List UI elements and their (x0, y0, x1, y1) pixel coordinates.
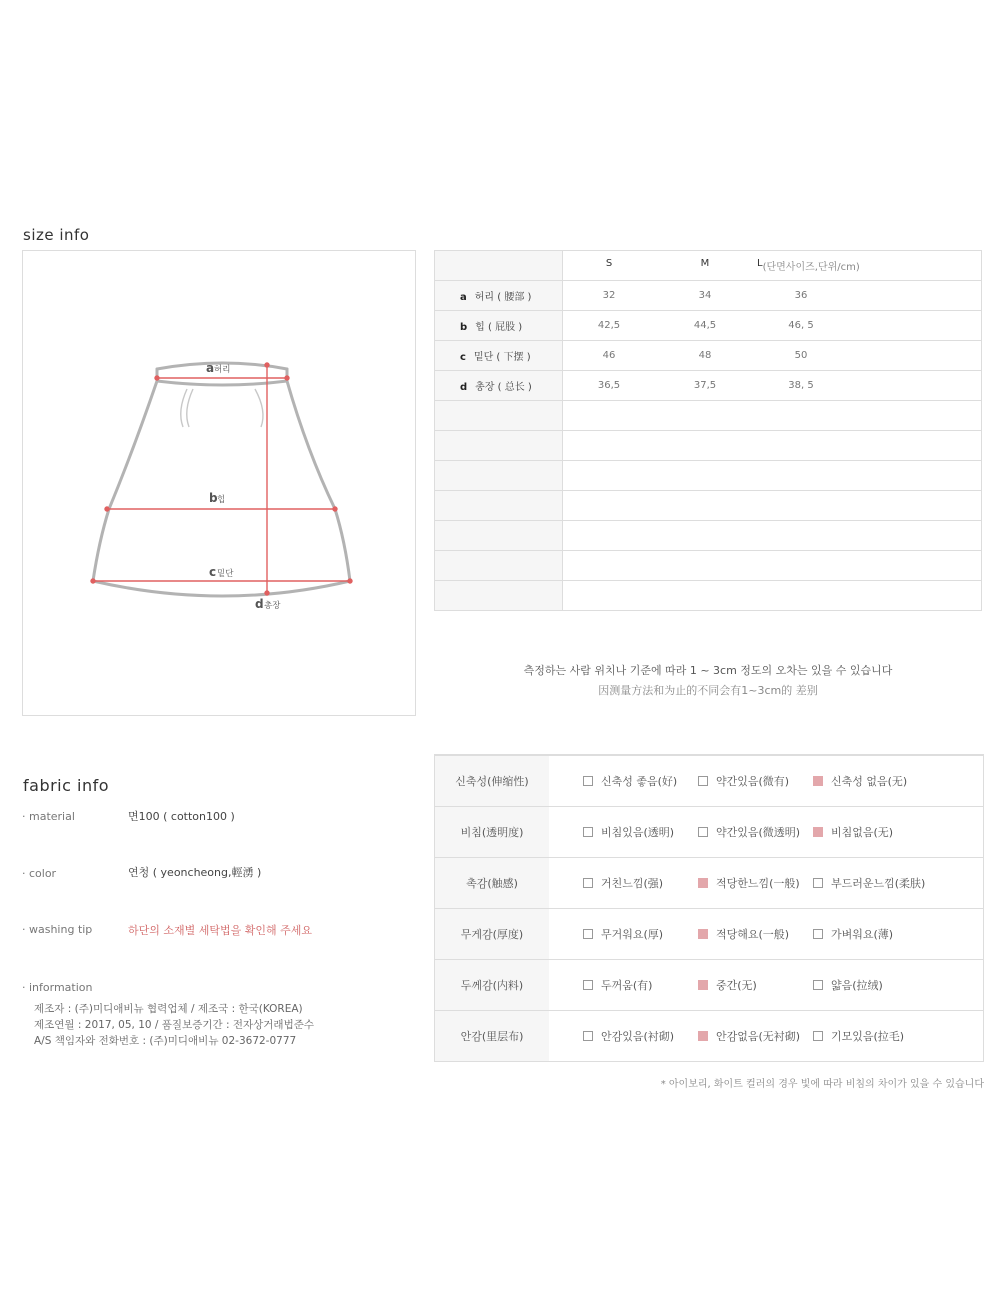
fabric-option-label: 신축성 없음(无) (831, 775, 908, 788)
fabric-option-label: 약간있음(微透明) (716, 826, 801, 839)
fabric-property-name: 신축성(伸缩性) (435, 755, 550, 807)
size-info-title: size info (23, 226, 90, 244)
label-d-text: 총장 (264, 601, 281, 611)
table-row-empty (435, 521, 982, 551)
fabric-option-label: 얇음(拉绒) (831, 979, 883, 992)
unchecked-box-icon (813, 929, 823, 939)
fabric-option (583, 1028, 698, 1044)
checked-box-icon (698, 980, 708, 990)
row-label: 허리 ( 腰部 ) (474, 292, 532, 303)
fabric-option (583, 926, 698, 942)
fabric-option (583, 977, 698, 993)
unchecked-box-icon (583, 827, 593, 837)
fabric-option (583, 875, 698, 891)
fabric-row (435, 755, 984, 807)
fabric-property-name: 안감(里层布) (435, 1011, 550, 1062)
table-row-empty (435, 461, 982, 491)
unchecked-box-icon (583, 776, 593, 786)
table-row-empty (435, 491, 982, 521)
fabric-option (698, 977, 813, 993)
fabric-option (698, 926, 813, 942)
unchecked-box-icon (583, 980, 593, 990)
information-line: 제조자 : (주)미디애비뉴 협력업체 / 제조국 : 한국(KOREA) (34, 1003, 303, 1015)
unchecked-box-icon (698, 827, 708, 837)
table-row: d 총장 ( 总长 ) 36,5 37,5 38, 5 (435, 371, 982, 401)
label-d-letter: d (255, 597, 264, 611)
fabric-option-label: 기모있음(拉毛) (831, 1030, 905, 1043)
fabric-option (698, 1028, 813, 1044)
fabric-option (698, 875, 813, 891)
label-c-text: 밑단 (217, 569, 234, 579)
fabric-property-name: 두께감(内料) (435, 960, 550, 1011)
fabric-row (435, 807, 984, 858)
label-b-letter: b (209, 491, 218, 505)
table-row-empty (435, 401, 982, 431)
fabric-option (698, 824, 813, 840)
label-a-text: 허리 (214, 365, 231, 375)
unchecked-box-icon (583, 878, 593, 888)
checked-box-icon (698, 878, 708, 888)
fabric-option-label: 무거워요(厚) (601, 928, 664, 941)
size-header-m: M (700, 258, 710, 269)
fabric-info-title: fabric info (23, 776, 110, 795)
fabric-option (813, 773, 907, 789)
information-line: 제조연월 : 2017, 05, 10 / 품질보증기간 : 전자상거래법준수 (34, 1019, 315, 1031)
fabric-option-label: 두꺼움(有) (601, 979, 653, 992)
fabric-option-label: 비침있음(透明) (601, 826, 675, 839)
row-label: 힙 ( 屁股 ) (475, 322, 523, 333)
fabric-property-name: 비침(透明度) (435, 807, 550, 858)
fabric-property-table (434, 754, 984, 1062)
fabric-option-label: 안감있음(衬砌) (601, 1030, 675, 1043)
size-table (434, 250, 982, 611)
table-row-empty (435, 431, 982, 461)
unchecked-box-icon (698, 776, 708, 786)
washing-tip-value: 하단의 소재별 세탁법을 확인해 주세요 (128, 924, 313, 937)
unit-note: (단면사이즈,단위/cm) (762, 262, 860, 273)
table-row: a 허리 ( 腰部 ) 32 34 36 (435, 281, 982, 311)
label-a-letter: a (206, 361, 215, 375)
size-header-l: L (757, 258, 763, 269)
fabric-option (813, 977, 883, 993)
label-c-letter: c (209, 565, 217, 579)
checked-box-icon (813, 776, 823, 786)
fabric-option-label: 부드러운느낌(柔肤) (831, 877, 926, 890)
fabric-option (813, 1028, 904, 1044)
material-label: · material (22, 810, 75, 823)
size-table-header (435, 251, 982, 281)
fabric-option-label: 비침없음(无) (831, 826, 894, 839)
color-label: · color (22, 867, 57, 880)
fabric-option (698, 773, 813, 789)
fabric-row (435, 858, 984, 909)
fabric-row (435, 1011, 984, 1062)
fabric-option-label: 약간있음(微有) (716, 775, 790, 788)
fabric-option-label: 가벼워요(薄) (831, 928, 894, 941)
table-row: b 힙 ( 屁股 ) 42,5 44,5 46, 5 (435, 311, 982, 341)
fabric-option-label: 적당한느낌(一般) (716, 877, 800, 890)
measurement-note-ko: 측정하는 사람 위치나 기준에 따라 1 ~ 3cm 정도의 오차는 있을 수 있습니다 (523, 664, 893, 677)
fabric-option-label: 적당해요(一般) (716, 928, 790, 941)
fabric-row (435, 909, 984, 960)
fabric-option (583, 773, 698, 789)
measurement-note-zh: 因测量方法和为止的不同会有1~3cm的 差别 (598, 684, 818, 697)
fabric-option (813, 824, 893, 840)
checked-box-icon (698, 1031, 708, 1041)
fabric-option-label: 신축성 좋음(好) (601, 775, 678, 788)
checked-box-icon (813, 827, 823, 837)
row-label: 총장 ( 总长 ) (475, 382, 532, 393)
unchecked-box-icon (813, 878, 823, 888)
size-header-s: S (605, 258, 613, 269)
fabric-option (583, 824, 698, 840)
fabric-property-name: 무게감(厚度) (435, 909, 550, 960)
fabric-option (813, 926, 893, 942)
washing-tip-label: · washing tip (22, 923, 93, 936)
color-value: 연청 ( yeoncheong,輕湧 ) (128, 866, 262, 879)
skirt-diagram (23, 251, 415, 715)
checked-box-icon (698, 929, 708, 939)
fabric-option (813, 875, 925, 891)
label-b-text: 힙 (217, 495, 226, 505)
table-row-empty (435, 581, 982, 611)
unchecked-box-icon (813, 1031, 823, 1041)
unchecked-box-icon (583, 929, 593, 939)
unchecked-box-icon (813, 980, 823, 990)
table-row-empty (435, 551, 982, 581)
skirt-diagram-box (22, 250, 416, 716)
fabric-option-label: 거친느낌(强) (601, 877, 664, 890)
material-value: 면100 ( cotton100 ) (128, 810, 235, 823)
fabric-row (435, 960, 984, 1011)
information-label: · information (22, 981, 93, 994)
fabric-option-label: 안감없음(无衬砌) (716, 1030, 801, 1043)
color-transparency-footnote: * 아이보리, 화이트 컬러의 경우 빛에 따라 비침의 차이가 있을 수 있습니다 (660, 1079, 984, 1090)
fabric-property-name: 촉감(触感) (435, 858, 550, 909)
information-line: A/S 책임자와 전화번호 : (주)미디애비뉴 02-3672-0777 (34, 1035, 297, 1047)
table-row: c 밑단 ( 下摆 ) 46 48 50 (435, 341, 982, 371)
unchecked-box-icon (583, 1031, 593, 1041)
row-label: 밑단 ( 下摆 ) (473, 352, 531, 363)
fabric-option-label: 중간(无) (716, 979, 757, 992)
